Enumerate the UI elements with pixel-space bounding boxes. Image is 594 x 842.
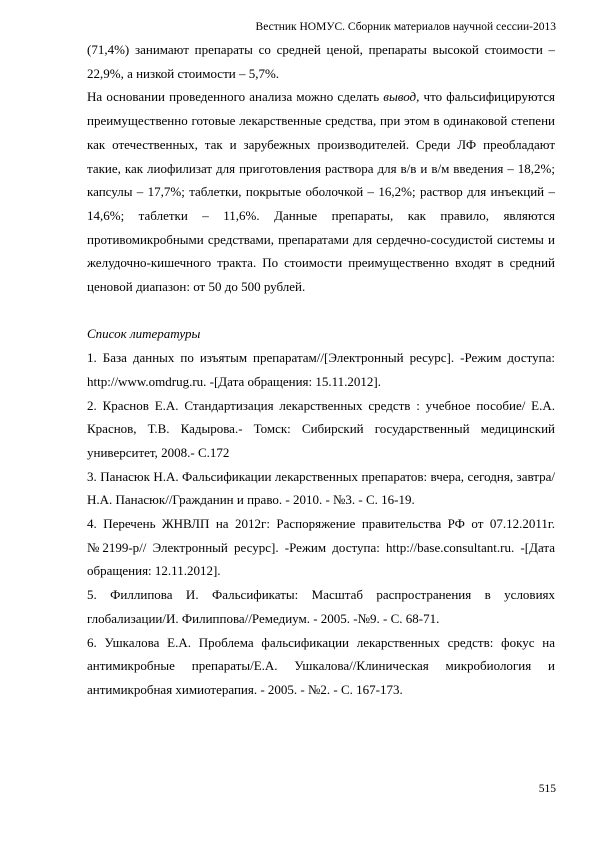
paragraph-conclusion: [87, 85, 555, 298]
reference-item-3: 3. Панасюк Н.А. Фальсификации лекарственных препаратов: вчера, сегодня, завтра/Н.А. Панасюк//Гражданин и право. - 2010. - №3. - С. 16-19.: [87, 468, 555, 508]
paragraph-spacer: [87, 299, 555, 323]
paragraph-price-shares: (71,4%) занимают препараты со средней ценой, препараты высокой стоимости – 22,9%, а низкой стоимости – 5,7%.: [87, 42, 555, 81]
conclusion-keyword: вывод,: [383, 89, 420, 105]
references-title: Список литературы: [87, 326, 201, 342]
conclusion-lead-text: На основании проведенного анализа можно сделать: [87, 89, 384, 105]
page-number: 515: [538, 783, 556, 795]
reference-item-6: 6. Ушкалова Е.А. Проблема фальсификации лекарственных средств: фокус на антимикробные препараты/Е.А. Ушкалова//Клиническая микробиология и антимикробная химиотерапия. - 2005. - №2. - С. 167-173.: [87, 634, 555, 697]
conclusion-body-text: что фальсифицируются преимущественно готовые лекарственные средства, при этом в одинаковой степени как отечественных, так и зарубежных производителей. Среди ЛФ преобладают такие, как лиофилизат для приготовления раствора для в/в и в/м введения – 18,2%; капсулы – 17,7%; таблетки, покрытые оболочкой – 16,2%; раствор для инъекций – 14,6%; таблетки – 11,6%. Данные препараты, как правило, являются противомикробными средствами, препаратами для сердечно-сосудистой системы и желудочно-кишечного тракта. По стоимости преимущественно входят в средний ценовой диапазон: от 50 до 500 рублей.: [87, 89, 555, 295]
reference-item-2: 2. Краснов Е.А. Стандартизация лекарственных средств : учебное пособие/ Е.А. Краснов, Т.В. Кадырова.- Томск: Сибирский государственный медицинский университет, 2008.- С.172: [87, 397, 555, 460]
page-content: [87, 38, 555, 702]
reference-item-5: 5. Филлипова И. Фальсификаты: Масштаб распространения в условиях глобализации/И. Филиппова//Ремедиум. - 2005. -№9. - С. 68-71.: [87, 587, 555, 626]
running-header: Вестник НОМУС. Сборник материалов научной сессии-2013: [255, 21, 556, 33]
reference-item-1: 1. База данных по изъятым препаратам//[Электронный ресурс]. -Режим доступа: http://www.omdrug.ru. -[Дата обращения: 15.11.2012].: [87, 350, 555, 389]
reference-item-4: 4. Перечень ЖНВЛП на 2012г: Распоряжение правительства РФ от 07.12.2011г. №2199-р// Электронный ресурс]. -Режим доступа: http://base.consultant.ru. -[Дата обращения: 12.11.2012].: [87, 516, 555, 579]
